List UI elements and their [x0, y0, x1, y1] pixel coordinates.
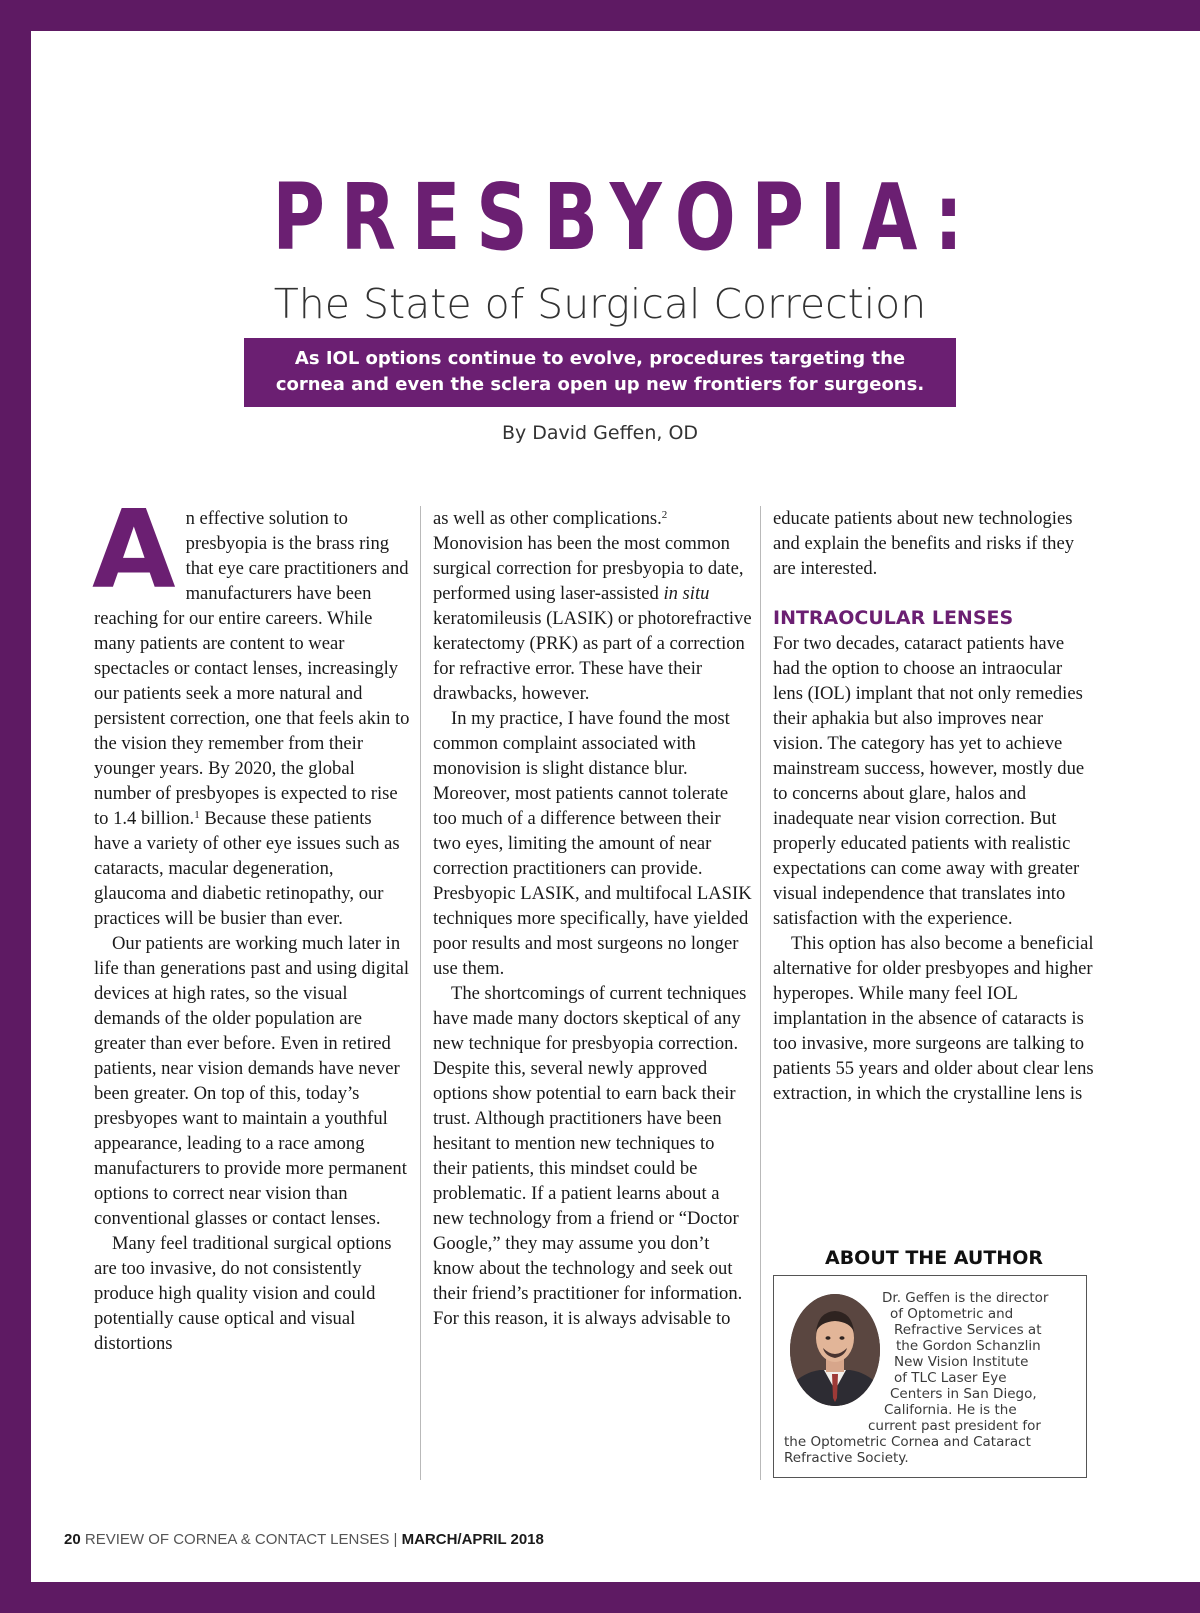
paragraph: Our patients are working much later in life than generations past and using digital devices at high rates, so the visual demands of the older population are greater than ever before. Even in retired patients, near vision demands have never been greater. On top of this, today’s presbyopes want to maintain a youthful appearance, leading to a race among manufacturers to provide more permanent options to correct near vision than conventional glasses or contact lenses. — [94, 933, 409, 1229]
section-heading: INTRAOCULAR LENSES — [773, 607, 1014, 629]
byline: By David Geffen, OD — [501, 422, 699, 444]
reference-marker: 2 — [661, 509, 668, 521]
bio-line: the Gordon Schanzlin — [896, 1338, 1041, 1354]
paragraph: This option has also become a beneficial alternative for older presbyopes and higher hyperopes. While many feel IOL implantation in the absence of cataracts is too invasive, more surgeons are talking to patients 55 years and older about clear lens extraction, in which the crystalline lens is — [773, 933, 1094, 1104]
bio-line: Refractive Society. — [784, 1450, 909, 1466]
publication-name: REVIEW OF CORNEA & CONTACT LENSES — [84, 1531, 390, 1548]
article-column-3 — [773, 506, 1095, 1106]
bio-line: of TLC Laser Eye — [894, 1370, 1007, 1386]
footer-separator: | — [393, 1531, 398, 1548]
bio-line: Refractive Services at — [894, 1322, 1042, 1338]
paragraph: educate patients about new technologies and explain the benefits and risks if they are interested. — [773, 508, 1075, 579]
column-divider — [760, 506, 761, 1480]
drop-cap: A — [92, 488, 176, 613]
bio-line: current past president for — [868, 1418, 1041, 1434]
paragraph — [433, 506, 753, 706]
page-footer — [64, 1530, 544, 1550]
issue-date: MARCH/APRIL 2018 — [401, 1531, 544, 1548]
article-deck — [244, 338, 956, 407]
paragraph-text: keratomileusis (LASIK) or photorefractive keratectomy (PRK) as part of a correction for refractive error. These have their drawbacks, however. — [433, 608, 752, 704]
article-column-2 — [433, 506, 753, 1331]
author-bio — [780, 1290, 1082, 1466]
reference-marker: 1 — [194, 809, 200, 821]
column-divider — [420, 506, 421, 1480]
paragraph-text: as well as other complications. — [433, 508, 662, 529]
paragraph-text: Because these patients have a variety of other eye issues such as cataracts, macular degeneration, glaucoma and diabetic retinopathy, our practices will be busier than ever. — [94, 808, 400, 929]
about-author-heading: ABOUT THE AUTHOR — [825, 1247, 1043, 1269]
paragraph: In my practice, I have found the most common complaint associated with monovision is slight distance blur. Moreover, most patients cannot tolerate too much of a difference between their two eyes, limiting the amount of near correction practitioners can provide. Presbyopic LASIK, and multifocal LASIK techniques more specifically, have yielded poor results and most surgeons no longer use them. — [433, 708, 752, 979]
bio-line: of Optometric and — [890, 1306, 1014, 1322]
deck-line: cornea and even the sclera open up new frontiers for surgeons. — [275, 374, 925, 395]
paragraph: For two decades, cataract patients have had the option to choose an intraocular lens (IOL) implant that not only remedies their aphakia but also improves near vision. The category has yet to achieve mainstream success, however, mostly due to concerns about glare, halos and inadequate near vision correction. But properly educated patients with realistic expectations can come away with greater visual independence that translates into satisfaction with the experience. — [773, 633, 1085, 929]
paragraph-text: Monovision has been the most common surgical correction for presbyopia to date, performed using laser-assisted — [433, 533, 744, 604]
bio-line: Dr. Geffen is the director — [882, 1290, 1049, 1306]
article-title: PRESBYOPIA: — [272, 164, 979, 271]
bio-line: Centers in San Diego, — [890, 1386, 1037, 1402]
bio-line: the Optometric Cornea and Cataract — [784, 1434, 1031, 1450]
bio-line: California. He is the — [884, 1402, 1017, 1418]
bio-line: New Vision Institute — [894, 1354, 1029, 1370]
article-subtitle: The State of Surgical Correction — [273, 280, 927, 328]
deck-line: As IOL options continue to evolve, procedures targeting the — [294, 348, 906, 369]
article-column-1 — [92, 488, 410, 1356]
paragraph: Many feel traditional surgical options are too invasive, do not consistently produce high quality vision and could potentially cause optical and visual distortions — [94, 1233, 392, 1354]
paragraph: The shortcomings of current techniques have made many doctors skeptical of any new technique for presbyopia correction. Despite this, several newly approved options show potential to earn back their trust. Although practitioners have been hesitant to mention new techniques to their patients, this mindset could be problematic. If a patient learns about a new technology from a friend or “Doctor Google,” they may assume you don’t know about the technology and seek out their friend’s practitioner for information. For this reason, it is always advisable to — [433, 983, 747, 1329]
paragraph-text: n effective solution to presbyopia is the brass ring that eye care practitioners and manufacturers have been reaching for our entire careers. While many patients are content to wear spectacles or contact lenses, increasingly our patients seek a more natural and persistent correction, one that feels akin to the vision they remember from their younger years. By 2020, the global number of presbyopes is expected to rise to 1.4 billion. — [94, 508, 410, 829]
page-number: 20 — [64, 1531, 81, 1548]
italic-term: in situ — [663, 583, 710, 604]
paragraph — [92, 488, 410, 931]
